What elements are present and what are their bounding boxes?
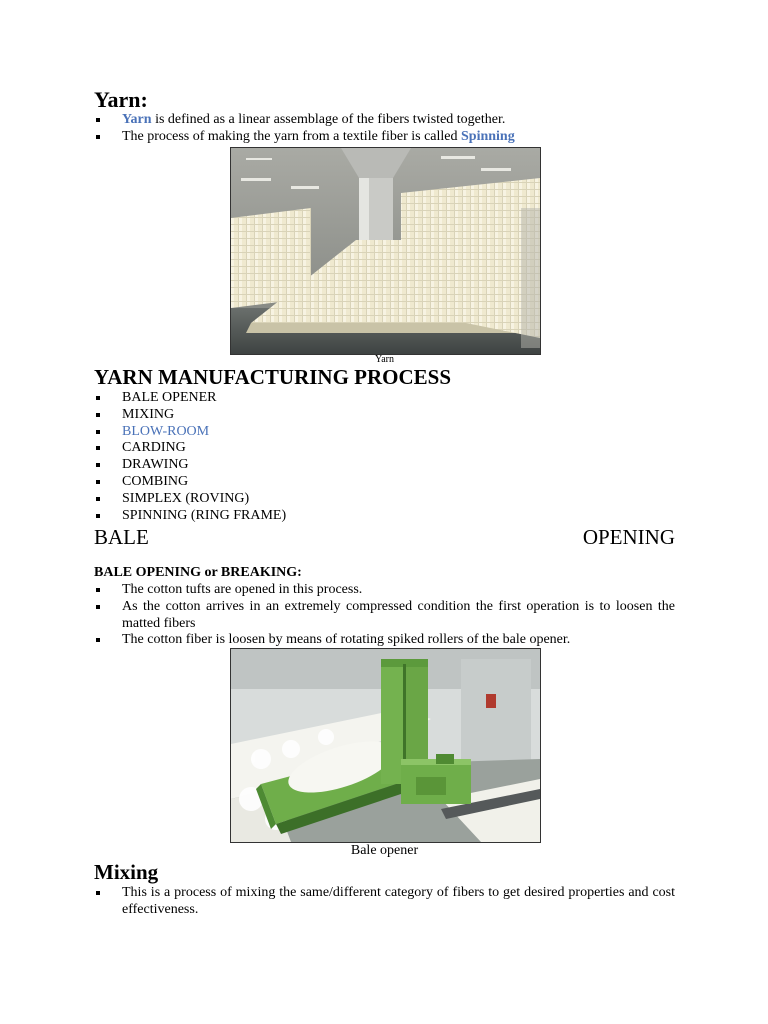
bale-opening-subheading: BALE OPENING or BREAKING: <box>94 565 302 580</box>
list-item <box>94 129 684 146</box>
process-step-list <box>94 390 684 524</box>
list-item <box>94 407 684 424</box>
yarn-image-caption: Yarn <box>375 354 394 365</box>
bale-heading-right: OPENING <box>582 525 675 549</box>
blow-room-link[interactable]: BLOW-ROOM <box>122 423 210 439</box>
bale-bullet-list <box>94 582 675 649</box>
bale-opening-heading <box>94 525 675 550</box>
list-item: The cotton fiber is loosen by means of rotating spiked rollers of the bale opener. <box>94 632 675 649</box>
list-item <box>94 457 684 474</box>
list-item <box>94 508 684 525</box>
bale-heading-left: BALE <box>94 525 149 549</box>
process-heading: YARN MANUFACTURING PROCESS <box>94 365 452 389</box>
process-step-label: SPINNING (RING FRAME) <box>122 507 287 523</box>
yarn-term-link[interactable]: Yarn <box>122 112 152 127</box>
bale-opener-image <box>230 648 541 843</box>
list-item <box>94 491 684 508</box>
spinning-definition-text: The process of making the yarn from a textile fiber is called <box>122 128 461 144</box>
mixing-heading: Mixing <box>94 860 159 884</box>
process-step-label: SIMPLEX (ROVING) <box>122 490 250 506</box>
yarn-definition-text: is defined as a linear assemblage of the fibers twisted together. <box>151 112 506 127</box>
list-item <box>94 424 684 441</box>
process-step-label: BALE OPENER <box>122 390 217 405</box>
spinning-term-link[interactable]: Spinning <box>461 128 515 144</box>
process-step-label: MIXING <box>122 406 175 422</box>
yarn-warehouse-illustration <box>231 148 540 354</box>
yarn-heading: Yarn: <box>94 87 148 112</box>
process-step-label: CARDING <box>122 440 186 456</box>
list-item <box>94 440 684 457</box>
list-item <box>94 112 684 129</box>
mixing-bullet-list <box>94 885 675 919</box>
yarn-warehouse-image <box>230 147 541 355</box>
list-item: As the cotton arrives in an extremely compressed condition the first operation is to loosen the matted fibers <box>94 599 675 633</box>
process-step-label: COMBING <box>122 473 189 489</box>
list-item: This is a process of mixing the same/different category of fibers to get desired properties and cost effectiveness. <box>94 885 675 919</box>
bale-opener-illustration <box>231 649 540 842</box>
list-item: The cotton tufts are opened in this process. <box>94 582 675 599</box>
yarn-bullet-list <box>94 112 684 146</box>
bale-opener-image-caption: Bale opener <box>350 843 419 858</box>
list-item <box>94 474 684 491</box>
process-step-label: DRAWING <box>122 457 189 473</box>
list-item <box>94 390 684 407</box>
